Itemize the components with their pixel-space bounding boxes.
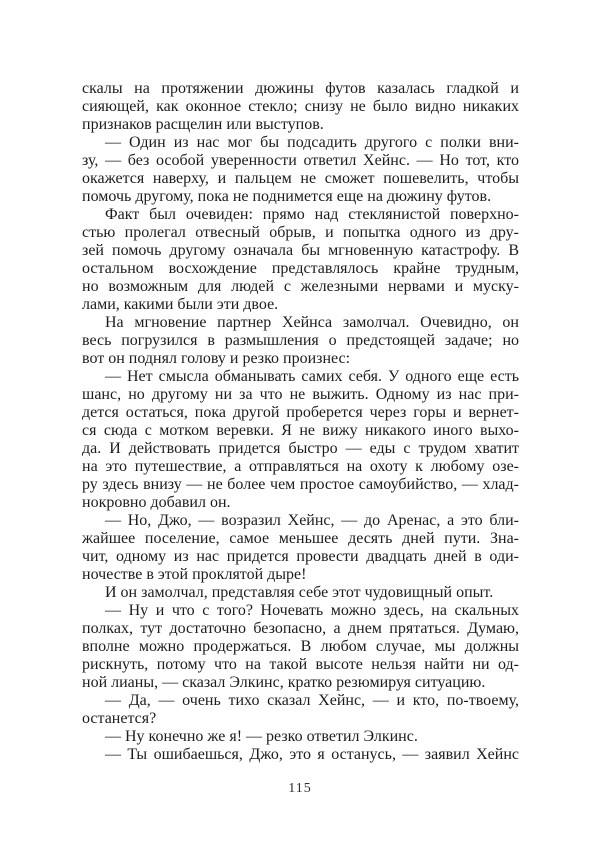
text-line: ночестве в этой проклятой дыре! bbox=[82, 566, 307, 583]
text-line: — Ну и что с того? Ночевать можно здесь, на скальных bbox=[105, 602, 519, 619]
text-line: Факт был очевиден: прямо над стеклянистой поверхно- bbox=[105, 206, 519, 223]
text-line: — Один из нас мог бы подсадить другого с полки вни- bbox=[105, 134, 519, 151]
text-line: На мгновение партнер Хейнса замолчал. Очевидно, он bbox=[105, 314, 519, 331]
text-line: стью пролегал отвесный обрыв, и попытка одного из дру- bbox=[82, 224, 519, 241]
text-line: полках, тут достаточно безопасно, а днем прятаться. Думаю, bbox=[82, 620, 519, 637]
text-line: дется остаться, пока другой проберется через горы и вернет- bbox=[82, 404, 519, 421]
text-line: — Ты ошибаешься, Джо, это я останусь, — заявил Хейнс bbox=[105, 746, 519, 763]
text-line: зей помочь другому означала бы мгновенную катастрофу. В bbox=[82, 242, 519, 259]
text-line: — Ну конечно же я! — резко ответил Элкинс. bbox=[105, 728, 418, 745]
text-line: признаков расщелин или выступов. bbox=[82, 116, 324, 133]
text-line: ру здесь внизу — не более чем простое самоубийство, — хлад- bbox=[82, 476, 519, 493]
text-line: лами, какими были эти двое. bbox=[82, 296, 279, 313]
text-line: окажется наверху, и пальцем не сможет пошевелить, чтобы bbox=[82, 170, 519, 187]
text-line: — Да, — очень тихо сказал Хейнс, — и кто, по-твоему, bbox=[105, 692, 519, 709]
text-line: останется? bbox=[82, 710, 157, 727]
text-line: да. И действовать придется быстро — еды с трудом хватит bbox=[82, 440, 519, 457]
text-line: но возможным для людей с железными нервами и муску- bbox=[82, 278, 519, 295]
text-line: скалы на протяжении дюжины футов казалась гладкой и bbox=[82, 80, 519, 97]
text-line: нокровно добавил он. bbox=[82, 494, 231, 511]
text-line: — Но, Джо, — возразил Хейнс, — до Аренас, а это бли- bbox=[105, 512, 519, 529]
text-line: вполне можно продержаться. В любом случае, мы должны bbox=[82, 638, 519, 655]
text-line: шанс, но другому ни за что не выжить. Одному из нас при- bbox=[82, 386, 519, 403]
text-line: чит, одному из нас придется провести двадцать дней в оди- bbox=[82, 548, 519, 565]
text-line: помочь другому, пока не поднимется еще на дюжину футов. bbox=[82, 188, 492, 205]
page-number: 115 bbox=[288, 781, 312, 796]
text-line: на это путешествие, а отправляться на охоту к любому озе- bbox=[82, 458, 519, 475]
text-line: весь погрузился в размышления о предстоящей задаче; но bbox=[82, 332, 519, 349]
text-line: рискнуть, потому что на такой высоте нельзя найти ни од- bbox=[82, 656, 519, 673]
text-line: И он замолчал, представляя себе этот чудовищный опыт. bbox=[105, 584, 494, 601]
text-line: сияющей, как оконное стекло; снизу не было видно никаких bbox=[82, 98, 519, 115]
text-line: ся сюда с мотком веревки. Я не вижу никакого иного выхо- bbox=[82, 422, 519, 439]
text-block bbox=[82, 80, 519, 764]
text-line: — Нет смысла обманывать самих себя. У одного еще есть bbox=[105, 368, 519, 385]
text-line: ной лианы, — сказал Элкинс, кратко резюмируя ситуацию. bbox=[82, 674, 486, 691]
text-line: вот он поднял голову и резко произнес: bbox=[82, 350, 351, 367]
text-line: остальном восхождение представлялось крайне трудным, bbox=[82, 260, 519, 277]
text-line: жайшее поселение, самое меньшее десять дней пути. Зна- bbox=[82, 530, 519, 547]
text-line: зу, — без особой уверенности ответил Хейнс. — Но тот, кто bbox=[82, 152, 519, 169]
